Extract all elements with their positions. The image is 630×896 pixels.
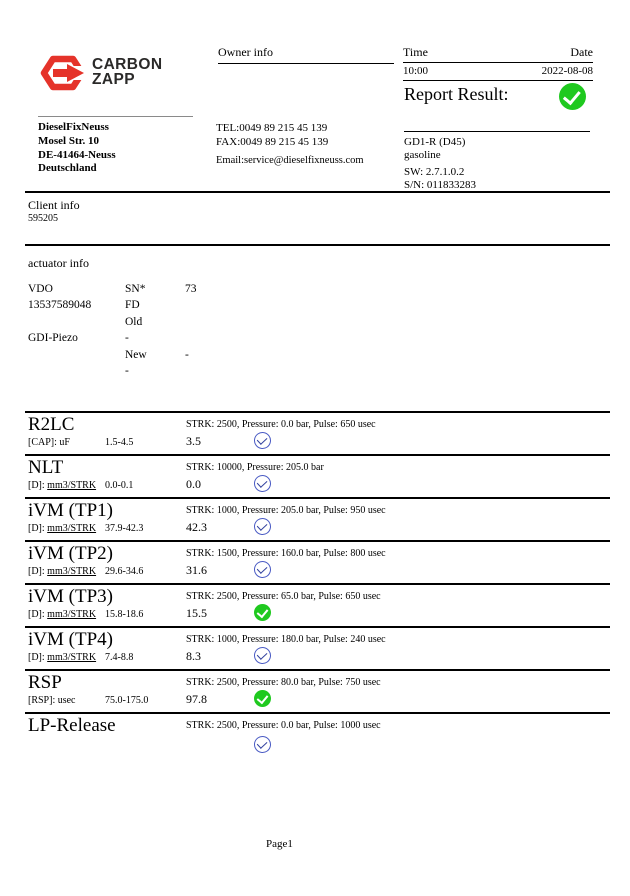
test-unit-label-part: [D]: [28,652,48,663]
test-name: iVM (TP3) [28,586,113,607]
actuator-cell: - [125,332,129,345]
time-value: 10:00 [403,65,429,77]
test-name: iVM (TP1) [28,500,113,521]
test-value: 15.5 [186,606,207,620]
actuator-cell [28,314,125,330]
test-value: 31.6 [186,563,207,577]
owner-country: Deutschland [38,162,97,175]
test-row-r2lc [25,411,610,454]
test-value: 8.3 [186,649,201,663]
test-unit-label-part: [D]: [28,566,48,577]
test-params: STRK: 10000, Pressure: 205.0 bar [186,462,324,473]
actuator-cell [185,297,265,313]
time-label: Time [403,45,428,59]
address-divider [38,116,193,117]
actuator-cell: Old [125,315,143,328]
owner-name: DieselFixNeuss [38,121,109,133]
device-info [404,136,476,192]
carbonzapp-logo-icon [40,55,86,96]
actuator-cell: 73 [185,283,197,295]
pass-check-icon [253,646,272,665]
test-range: 15.8-18.6 [105,609,144,620]
owner-tel: TEL:0049 89 215 45 139 [216,122,328,134]
owner-address [38,121,116,176]
test-params: STRK: 1000, Pressure: 205.0 bar, Pulse: 950 usec [186,505,386,516]
device-divider [404,131,590,132]
actuator-cell [185,330,265,346]
test-row-lp-release [25,712,610,760]
test-value: 3.5 [186,434,201,448]
test-range: 7.4-8.8 [105,652,134,663]
test-params: STRK: 2500, Pressure: 0.0 bar, Pulse: 1000 usec [186,720,381,731]
test-unit-label [28,609,96,620]
test-value: 0.0 [186,477,201,491]
test-results-table [25,411,610,760]
test-range: 37.9-42.3 [105,523,144,534]
test-row-rsp [25,669,610,712]
test-unit-label [28,652,96,663]
test-unit-label-part: mm3/STRK [47,566,97,577]
test-row-ivm-tp3 [25,583,610,626]
pass-check-icon [254,604,271,621]
pass-check-icon [253,735,272,754]
owner-contact [216,121,364,168]
report-result-check-icon [559,83,586,110]
actuator-table [28,281,265,379]
test-params: STRK: 2500, Pressure: 65.0 bar, Pulse: 650 usec [186,591,381,602]
actuator-info-label: actuator info [28,256,89,270]
owner-street: Mosel Str. 10 [38,134,100,147]
actuator-cell [185,314,265,330]
test-unit-label-part: mm3/STRK [47,652,97,663]
time-date-block [403,45,593,81]
actuator-cell [28,347,125,363]
test-unit-label-part: mm3/STRK [47,480,97,491]
date-value: 2022-08-08 [541,65,593,77]
test-params: STRK: 1500, Pressure: 160.0 bar, Pulse: 800 usec [186,548,386,559]
test-name: R2LC [28,414,75,435]
pass-check-icon [253,560,272,579]
client-info-value: 595205 [28,213,58,224]
actuator-cell: - [125,365,129,378]
test-row-ivm-tp1 [25,497,610,540]
test-name: RSP [28,672,62,693]
test-row-ivm-tp2 [25,540,610,583]
logo-line1: CARBON [92,56,163,73]
test-unit-label-part: [RSP]: usec [28,695,76,706]
test-unit-label-part: [D]: [28,523,48,534]
section-divider [25,191,610,193]
device-sw: SW: 2.7.1.0.2 [404,166,465,178]
owner-email: Email:service@dieselfixneuss.com [216,155,364,166]
time-date-header-row [403,45,593,63]
pass-check-icon [253,517,272,536]
time-date-value-row [403,63,593,81]
test-name: NLT [28,457,64,478]
test-row-ivm-tp4 [25,626,610,669]
page-number: Page1 [266,838,293,850]
logo-wordmark [92,58,162,87]
test-unit-label [28,523,96,534]
test-name: LP-Release [28,715,116,736]
device-fuel: gasoline [404,149,441,161]
date-label: Date [570,45,593,59]
test-params: STRK: 2500, Pressure: 0.0 bar, Pulse: 650 usec [186,419,376,430]
test-range: 1.5-4.5 [105,437,134,448]
owner-city: DE-41464-Neuss [38,148,116,161]
test-range: 29.6-34.6 [105,566,144,577]
actuator-cell: New [125,348,147,361]
pass-check-icon [253,474,272,493]
test-value: 97.8 [186,692,207,706]
test-unit-label-part: mm3/STRK [47,523,97,534]
pass-check-icon [253,431,272,450]
test-params: STRK: 1000, Pressure: 180.0 bar, Pulse: 240 usec [186,634,386,645]
section-divider [25,244,610,246]
test-row-nlt [25,454,610,497]
test-unit-label-part: mm3/STRK [47,609,97,620]
test-range: 0.0-0.1 [105,480,134,491]
actuator-cell [28,363,125,379]
test-unit-label-part: [D]: [28,480,48,491]
device-sn: S/N: 011833283 [404,179,477,191]
test-unit-label [28,437,70,448]
actuator-cell: 13537589048 [28,299,92,312]
test-value: 42.3 [186,520,207,534]
actuator-cell [185,363,265,379]
test-name: iVM (TP2) [28,543,113,564]
actuator-cell: SN* [125,283,146,295]
test-unit-label [28,480,96,491]
owner-fax: FAX:0049 89 215 45 139 [216,136,329,148]
test-unit-label [28,566,96,577]
actuator-cell: GDI-Piezo [28,332,78,345]
hexagon-arrow-icon [40,55,86,91]
actuator-cell: - [185,348,189,361]
pass-check-icon [254,690,271,707]
test-name: iVM (TP4) [28,629,113,650]
report-result-label: Report Result: [404,84,509,104]
test-unit-label [28,695,76,706]
logo-line2: ZAPP [92,70,135,88]
test-unit-label-part: [D]: [28,609,48,620]
device-model: GD1-R (D45) [404,136,466,148]
test-range: 75.0-175.0 [105,695,149,706]
owner-info-label: Owner info [218,45,394,64]
test-params: STRK: 2500, Pressure: 80.0 bar, Pulse: 750 usec [186,677,381,688]
test-unit-label-part: [CAP]: uF [28,437,70,448]
client-info-label: Client info [28,198,80,212]
actuator-cell: FD [125,299,140,312]
actuator-cell: VDO [28,283,53,295]
